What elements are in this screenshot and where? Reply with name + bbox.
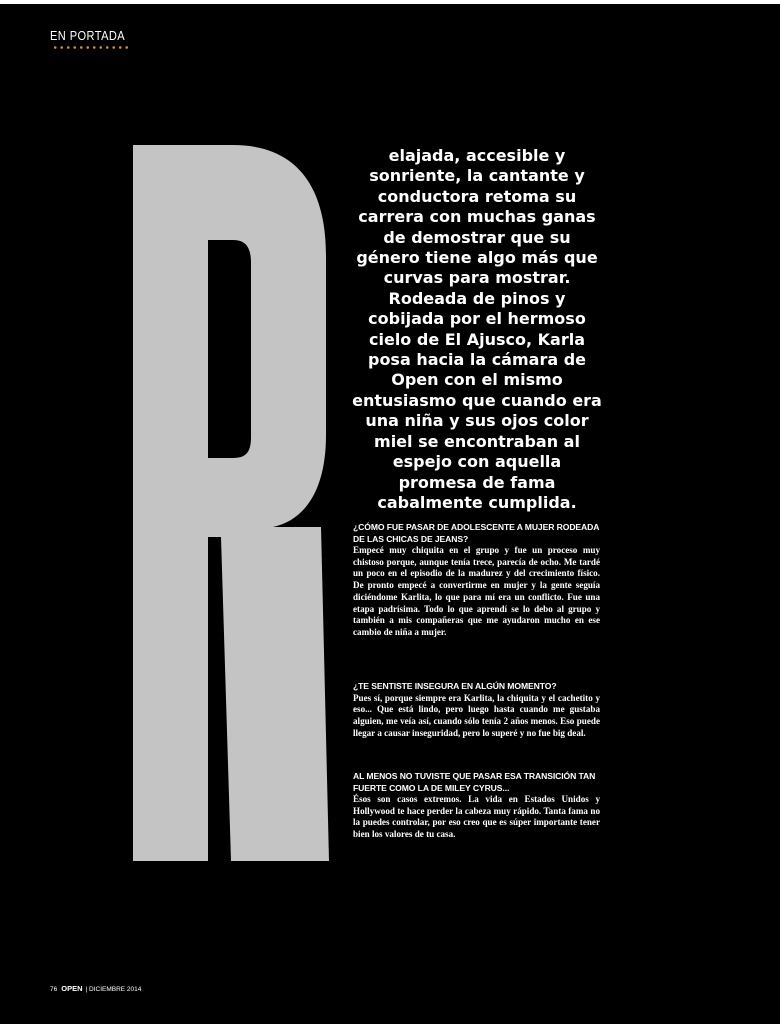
drop-cap-r-icon <box>133 145 329 861</box>
top-border <box>0 0 780 4</box>
page-number: 76 <box>50 986 58 993</box>
interview-answer: Pues sí, porque siempre era Karlita, la chiquita y el cachetito y eso... Que está lindo, pero luego hasta cuando me gustaba alguien, me veía así, cuando sólo tenía 2 años menos. Eso puede llegar a causar inseguridad, pero lo superé y no fue big deal. <box>353 692 600 738</box>
interview-block-1 <box>353 522 600 639</box>
interview-answer: Ésos son casos extremos. La vida en Estados Unidos y Hollywood te hace perder la cabeza muy rápido. Tanta fama no la puedes controlar, por eso creo que es súper importante tener bien los valores de tu casa. <box>353 794 600 840</box>
lead-paragraph <box>352 146 602 513</box>
section-label: EN PORTADA <box>50 28 126 43</box>
lead-text-start: elajada, accesible y sonriente, la cantante y conductora retoma su carrera con muchas ganas de demostrar que su género tiene algo más que curvas para mostrar. Rodeada de pinos y cobijada por el hermoso cielo de El Ajusco, Karla posa hacia la cámara de <box>356 146 598 370</box>
interview-question: ¿TE SENTISTE INSEGURA EN ALGÚN MOMENTO? <box>353 681 557 691</box>
dotted-rule <box>52 46 130 49</box>
interview-block-2 <box>353 681 600 739</box>
page-footer <box>50 984 141 993</box>
lead-text-end: con el mismo entusiasmo que cuando era una niña y sus ojos color miel se encontraban al espejo con aquella promesa de fama cabalmente cumplida. <box>352 370 602 512</box>
footer-issue: | DICIEMBRE 2014 <box>85 986 142 993</box>
interview-question: AL MENOS NO TUVISTE QUE PASAR ESA TRANSICIÓN TAN FUERTE COMO LA DE MILEY CYRUS... <box>353 771 596 793</box>
interview-block-3 <box>353 771 600 841</box>
interview-question: ¿CÓMO FUE PASAR DE ADOLESCENTE A MUJER RODEADA DE LAS CHICAS DE JEANS? <box>353 522 600 544</box>
lead-brand: Open <box>391 370 439 390</box>
footer-brand: OPEN <box>61 984 83 993</box>
interview-answer: Empecé muy chiquita en el grupo y fue un proceso muy chistoso porque, aunque tenía trece, parecía de ocho. Me tardé un poco en el episodio de la madurez y del crecimiento físico. De pronto empecé a convertirme en mujer y la gente seguía diciéndome Karlita, lo que para mí era un conflicto. Fue una etapa padrísima. Todo lo que aprendí se lo debo al grupo y también a mis compañeras que me ayudaron mucho en ese cambio de niña a mujer. <box>353 545 600 637</box>
